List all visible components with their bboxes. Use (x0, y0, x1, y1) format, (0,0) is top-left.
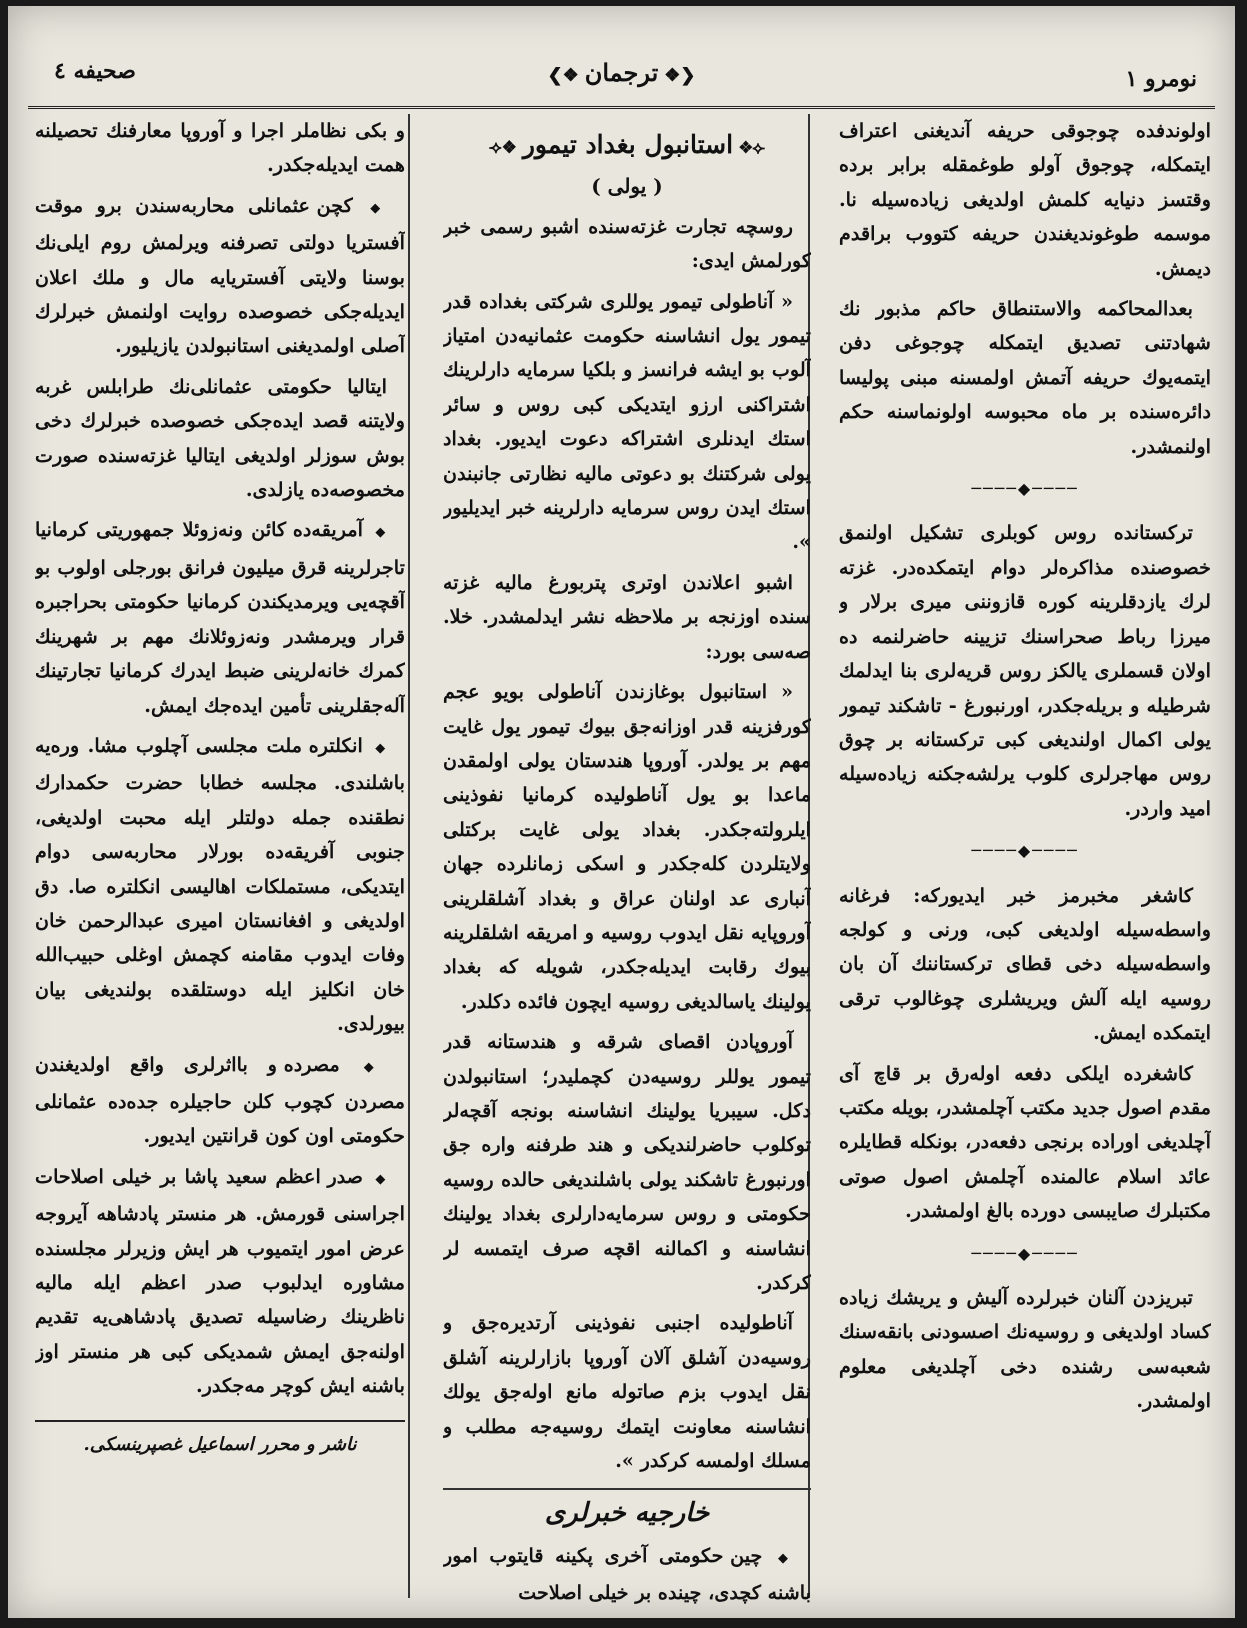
article-paragraph: آوروپادن اقصاى شرقه و هندستانه قدر تيمور يوللر روسيه‌دن كچمليدر؛ استانبولدن دكل. سيبريا يولينك انشاسنه بونجه آقچه‌لر توكلوب حاضرلنديكى و هند طرفنه واره جق اورنبورغ تاشكند يولى باشلنديغى حالده روسيه حكومتى و روس سرمايه‌دارلرى بغداد يولينك انشاسنه و اكمالنه اقچه صرف ايتمسه لر كركدر. (443, 1030, 811, 1294)
footer-rule (35, 1420, 405, 1422)
diamond-bullet-icon: ◆ (363, 1059, 387, 1075)
newspaper-title (28, 58, 1215, 87)
diamond-bullet-icon: ◆ (375, 1171, 388, 1187)
news-item: ◆ چين حكومتى آخرى پكينه قايتوب امور باشنه كچدى، چينده بر خيلى اصلاحت (443, 1543, 811, 1604)
news-item: ◆ كچن عثمانلى محاربه‌سندن برو موقت آفستريا دولتى تصرفنه ويرلمش روم ايلى‌نك بوسنا ولايتى آفستريايه مال و ملك اعلان ايديله‌جكى خصوصده روايت اولنمش خبرلرك آصلى اولمديغنى استانبولدن يازيليور. (35, 193, 405, 358)
article-paragraph: « استانبول بوغازندن آناطولى بويو عجم كورفزينه قدر اوزانه‌جق بيوك تيمور يول غايت مهم بر يولدر. آوروپا هندستان يولى اولمقدن ماعدا بو يول آناطوليده كرمانيا نفوذينى ايلرولته‌جكدر. بغداد يولى غايت بركتلى ولايتلردن كله‌جكدر و اسكى زمانلرده جهان آنبارى عد اولنان عراق و بغداد آشلقلرينى آوروپايه نقل ايدوب روسيه و امريقه اشلقلرينه بيوك رقابت ايديله‌جكدر، شويله كه بغداد يولينك ياسالديغى روسيه ايچون فائده دكلدر. (443, 680, 811, 1013)
article-paragraph: تركستانده روس كوبلرى تشكيل اولنمق خصوصنده مذاكره‌لر دوام ايتمكده‌در. غزته لرك يازدقلرينه كوره قازوننى ميرى برلار و ميرزا رباط صحراسنك تزيينه حاضرلنمه ده اولان قسملرى يالكز روس قريه‌لرى بنا ايدلمك شرطيله و بريله‌جكدر، اورنبورغ - تاشكند تيمور يولى اكمال اولنديغى كبى تركستانه بر چوق روس مهاجرلرى كلوب يرلشه‌جكنه زياده‌سيله اميد واردر. (839, 521, 1211, 820)
column-rule (408, 114, 410, 1598)
article-paragraph: اولوندفده چوجوقى حريفه آنديغنى اعتراف ايتمكله، چوجوق آولو طوغمقله برابر برده وقتسز دنيايه كلمش اولديغى زياده‌سيله نا. موسمه طوغونديغندن حريفه كتووب براقدم ديمش. (839, 119, 1211, 280)
issue-label: نومرو ١ (1125, 66, 1197, 92)
article-paragraph: و بكى نظاملر اجرا و آوروپا معارفنك تحصيلنه همت ايديله‌جكدر. (35, 119, 405, 177)
ornament-icon: ❖❯ (547, 65, 579, 86)
right-column (839, 114, 1211, 1604)
news-item: ◆ آمريقه‌ده كائن ونه‌زوئلا جمهوريتى كرمانيا تاجرلرينه قرق ميليون فرانق بورجلى اولوب بو آقچه‌يى ويرمديكندن كرمانيا حكومتى بحراجبره قرار ويرمشدر ونه‌زوئلانك مهم بر شهرينك كمرك خانه‌لرينى ضبط ايدرك كرمانيا تجارتينك آله‌جقلرينى تأمين ايده‌جك ايمش. (35, 518, 405, 717)
separator-ornament: ────◆──── (971, 479, 1079, 499)
middle-column (443, 114, 811, 1604)
title-text: ترجمان (584, 58, 659, 87)
news-item: ◆ صدر اعظم سعيد پاشا بر خيلى اصلاحات اجراسنى قورمش. هر منستر پادشاهه آيروجه عرض امور ايتميوب هر ايش وزيرلر مجلسنده مشاوره ايدلبوب صدر اعظم ايله ماليه ناظرينك رضاسيله تصديق پادشاهى‌يه تقديم اولنه‌جق ايمش شمديكى كبى هر منستر اوز باشنه ايش كوچر مه‌جكدر. (35, 1164, 405, 1398)
article-paragraph: روسچه تجارت غزته‌سنده اشبو رسمى خبر كورلمش ايدى: (443, 214, 811, 273)
article-subheading: ( يولى ) (591, 174, 663, 199)
article-paragraph: اشبو اعلاندن اوترى پتربورغ ماليه غزته سنده اوزنجه بر ملاحظه نشر ايدلمشدر. خلا. صه‌سى بورد: (443, 570, 811, 663)
article-paragraph: تبريزدن آلنان خبرلرده آليش و يريشك زياده كساد اولديغى و روسيه‌نك اصسودنى بانقه‌سنك شعبه‌سى رشنده دخى آچلديغى معلوم اولمشدر. (839, 1286, 1211, 1413)
ornament-icon: ⟢❖ (739, 138, 765, 158)
news-item: ◆ انكلتره ملت مجلسى آچلوب مشا. وره‌يه باشلندى. مجلسه خطابا حضرت حكمدارك نطقنده جمله دولتلر ايله محبت اولديغى، جنوبى آفريقه‌ده بورلار محاربه‌سى دوام ايتديكى، مستملكات اهاليسى انكلتره صا. دق اولديغى و افغانستان اميرى عبدالرحمن خان وفات ايدوب مقامنه كچمش اوغلى حبيب‌الله خان انكليز ايله دوستلقده بولنديغى بيان بيورلدى. (35, 733, 405, 1036)
masthead (28, 50, 1215, 109)
article-paragraph: آناطوليده اجنبى نفوذينى آرتديره‌جق و روسيه‌دن آشلق آلان آوروپا بازارلرينه آشلق نقل ايدوب بزم صاتوله مانع اوله‌جق يولك انشاسنه معاونت ايتمك روسيه‌جه مطلب و مسلك اولمسه كركدر ». (443, 1311, 811, 1473)
article-paragraph: « آناطولى تيمور يوللرى شركتى بغداده قدر تيمور يول انشاسنه حكومت عثمانيه‌دن امتياز آلوب بو ايشه فرانسز و بلكيا سرمايه دارلرينك اشتراكنى ارزو ايتديكى كبى روس و سائر استك ايدنلرى اشتراكه دعوت ايديور. بغداد يولى شركتنك بو دعوتى ماليه نظارتى جانبندن استك ايدن روس سرمايه دارلرينه خبر ايديليور ». (443, 289, 811, 554)
article-paragraph: كاشغرده ايلكى دفعه اوله‌رق بر قاچ آى مقدم اصول جديد مكتب آچلمشدر، بويله مكتب آچلديغى اوراده برنجى دفعه‌در، بونكله قطايلره عائد اسلام عالمنده آچلمش اصول صوتى مكتبلرك صايبسى دورده بالغ اولمشدر. (839, 1061, 1211, 1223)
ornament-icon: ❮❖ (664, 65, 696, 86)
article-paragraph: كاشغر مخبرمز خبر ايديوركه: فرغانه واسطه‌سيله اولديغى كبى، ورنى و كولجه واسطه‌سيله دخى قطاى تركستاننك آن بان روسيه ايله آلش ويريشلرى چوغالوب ترقى ايتمكده ايمش. (839, 883, 1211, 1045)
news-item: ◆ مصرده و بااثرلرى واقع اولديغندن مصردن كچوب كلن حاجيلره جده‌ده عثمانلى حكومتى اون كون قرانتين ايديور. (35, 1052, 405, 1148)
diamond-bullet-icon: ◆ (370, 200, 387, 216)
article-paragraph: ايتاليا حكومتى عثمانلى‌نك طرابلس غربه ولايتنه قصد ايده‌جكى خصوصده خبرلرك دخى بوش سوزلر اولديغى ايتاليا غزته‌سنده صورت مخصوصه‌ده يازلدى. (35, 374, 405, 502)
diamond-bullet-icon: ◆ (375, 525, 387, 541)
article-headline (443, 128, 811, 165)
section-title: خارجيه خبرلرى (443, 1488, 811, 1530)
page-label: صحيفه ٤ (54, 58, 136, 84)
headline-text: استانبول بغداد تيمور (522, 130, 734, 159)
separator-ornament: ────◆──── (971, 841, 1079, 861)
publisher-credit: ناشر و محرر اسماعيل غصپرينسكى. (83, 1433, 357, 1455)
article-paragraph: بعدالمحاكمه والاستنطاق حاكم مذبور نك شهادتنى تصديق ايتمكله چوجوغى دفن ايتمه‌يوك حريفه آتمش اولمسنه مبنى پوليسا دائره‌سنده بر ماه محبوسه اولونماسنه حكم اولنمشدر. (839, 297, 1211, 458)
diamond-bullet-icon: ◆ (375, 740, 388, 756)
diamond-bullet-icon: ◆ (778, 1550, 793, 1566)
newspaper-page (8, 6, 1235, 1618)
left-column (35, 114, 405, 1604)
separator-ornament: ────◆──── (971, 1243, 1079, 1263)
ornament-icon: ❖⟣ (489, 138, 517, 158)
